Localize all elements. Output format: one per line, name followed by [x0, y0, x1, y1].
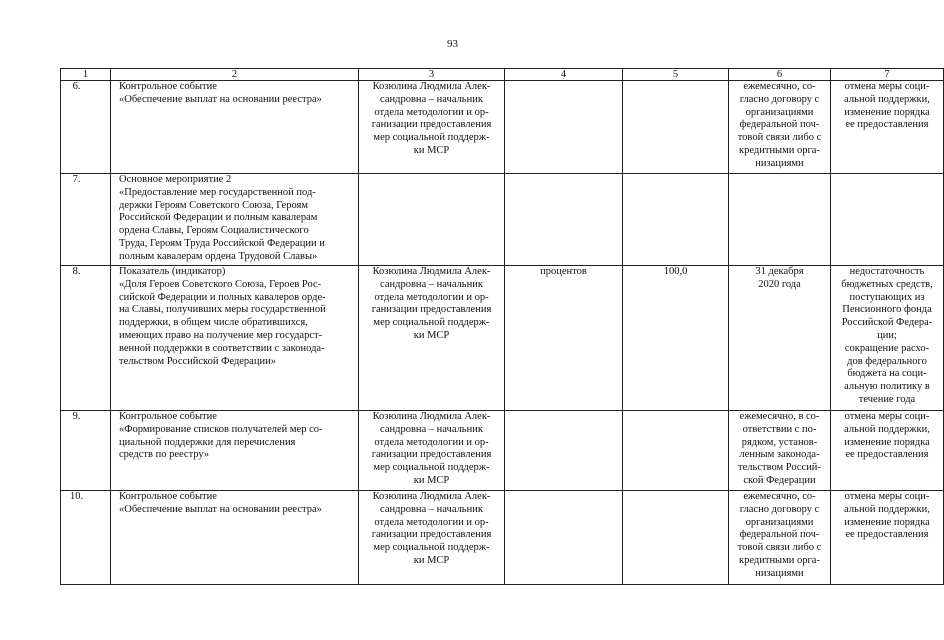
cell-text-line: Труда, Героям Труда Российской Федерации и	[119, 237, 325, 249]
cell-text-line: «Предоставление мер государственной под-	[119, 186, 316, 198]
column-number: 4	[505, 69, 623, 81]
value-cell	[623, 81, 729, 174]
cell-text-line: Российской Федера-	[841, 317, 933, 329]
value-cell	[623, 174, 729, 266]
cell-text-line: ее предоставления	[845, 529, 929, 541]
cell-text-line: ответствии с по-	[742, 423, 817, 435]
cell-text-line: гласно договору с	[739, 93, 820, 105]
plan-table	[60, 68, 944, 585]
row-number: 10.	[61, 491, 111, 585]
cell-text-line: ордена Славы, Героям Социалистического	[119, 225, 309, 237]
unit-cell	[505, 81, 623, 174]
cell-text-line: Российской Федерации и полным кавалерам	[119, 212, 318, 224]
table-row	[61, 411, 944, 491]
table-row	[61, 266, 944, 411]
cell-text-line: венной поддержки в соответствии с законода-	[119, 342, 325, 354]
table-row	[61, 491, 944, 585]
responsible-cell	[359, 491, 505, 585]
cell-text-line: альной поддержки,	[844, 93, 930, 105]
term-cell	[729, 491, 831, 585]
cell-text-line: организациями	[745, 106, 814, 118]
event-name-cell	[111, 266, 359, 411]
cell-text-line: Контрольное событие	[119, 411, 217, 422]
row-number: 7.	[61, 174, 111, 266]
cell-text-line: ганизации предоставления	[371, 449, 492, 461]
cell-text-line: Контрольное событие	[119, 81, 217, 92]
cell-text-line: средств по реестру»	[119, 449, 210, 461]
table-row	[61, 174, 944, 266]
cell-text-line: имеющих право на получение мер государст-	[119, 329, 323, 341]
responsible-cell	[359, 266, 505, 411]
cell-text-line: ежемесячно, со-	[743, 81, 816, 92]
cell-text-line: организациями	[745, 516, 814, 528]
row-number: 6.	[61, 81, 111, 174]
cell-text-line: ки МСР	[413, 329, 450, 341]
cell-text-line: «Формирование списков получателей мер со-	[119, 423, 323, 435]
cell-text-line: ки МСР	[413, 554, 450, 566]
cell-text-line: товой связи либо с	[737, 132, 822, 144]
cell-text-line: Козюлина Людмила Алек-	[372, 491, 491, 502]
cell-text-line: низациями	[755, 157, 804, 169]
risk-cell	[831, 491, 944, 585]
cell-text-line: сандровна – начальник	[380, 423, 483, 435]
column-number: 5	[623, 69, 729, 81]
value-cell	[623, 491, 729, 585]
cell-text-line: изменение порядка	[844, 436, 930, 448]
cell-text-line: мер социальной поддерж-	[373, 462, 490, 474]
cell-text-line: тельством Россий-	[738, 462, 821, 474]
cell-text-line: кредитными орга-	[739, 554, 820, 566]
unit-cell	[505, 174, 623, 266]
cell-text-line: Козюлина Людмила Алек-	[372, 81, 491, 92]
cell-text-line: альной поддержки,	[844, 423, 930, 435]
risk-cell	[831, 411, 944, 491]
cell-text-line: кредитными орга-	[739, 144, 820, 156]
cell-text-line: 100,0	[663, 266, 688, 277]
cell-text-line: сийской Федерации и полных кавалеров орде-	[119, 291, 326, 303]
cell-text-line: отмена меры соци-	[844, 411, 930, 422]
cell-text-line: мер социальной поддерж-	[373, 132, 490, 144]
cell-text-line: низациями	[755, 567, 804, 579]
risk-cell	[831, 81, 944, 174]
value-cell	[623, 411, 729, 491]
cell-text-line: поступающих из	[849, 291, 925, 303]
cell-text-line: мер социальной поддерж-	[373, 542, 490, 554]
cell-text-line: мер социальной поддерж-	[373, 317, 490, 329]
page-number: 93	[447, 38, 458, 50]
cell-text-line: полным кавалерам ордена Трудовой Славы»	[119, 250, 318, 262]
column-number-row	[61, 69, 944, 81]
cell-text-line: сандровна – начальник	[380, 503, 483, 515]
cell-text-line: «Доля Героев Советского Союза, Героев Рос-	[119, 278, 322, 290]
cell-text-line: процентов	[540, 266, 587, 277]
cell-text-line: циальной поддержки для перечисления	[119, 436, 296, 448]
cell-text-line: дов федерального	[847, 355, 927, 367]
cell-text-line: ежемесячно, со-	[743, 491, 816, 502]
risk-cell	[831, 266, 944, 411]
responsible-cell	[359, 411, 505, 491]
cell-text-line: «Обеспечение выплат на основании реестра»	[119, 503, 322, 515]
cell-text-line: Показатель (индикатор)	[119, 266, 226, 277]
column-number: 7	[831, 69, 944, 81]
cell-text-line: отмена меры соци-	[844, 491, 930, 502]
row-number: 9.	[61, 411, 111, 491]
cell-text-line: Основное мероприятие 2	[119, 174, 232, 185]
cell-text-line: ленным законода-	[739, 449, 820, 461]
cell-text-line: изменение порядка	[844, 516, 930, 528]
cell-text-line: поддержки, в общем числе обратившихся,	[119, 317, 308, 329]
cell-text-line: ежемесячно, в со-	[739, 411, 820, 422]
unit-cell	[505, 491, 623, 585]
cell-text-line: ее предоставления	[845, 449, 929, 461]
cell-text-line: ки МСР	[413, 474, 450, 486]
event-name-cell	[111, 81, 359, 174]
cell-text-line: товой связи либо с	[737, 542, 822, 554]
cell-text-line: Козюлина Людмила Алек-	[372, 266, 491, 277]
column-number: 1	[61, 69, 111, 81]
event-name-cell	[111, 491, 359, 585]
cell-text-line: Козюлина Людмила Алек-	[372, 411, 491, 422]
cell-text-line: ее предоставления	[845, 119, 929, 131]
cell-text-line: федеральной поч-	[739, 119, 820, 131]
cell-text-line: тельством Российской Федерации»	[119, 355, 276, 367]
cell-text-line: изменение порядка	[844, 106, 930, 118]
cell-text-line: альной поддержки,	[844, 503, 930, 515]
cell-text-line: Контрольное событие	[119, 491, 217, 502]
term-cell	[729, 174, 831, 266]
cell-text-line: держки Героям Советского Союза, Героям	[119, 199, 308, 211]
cell-text-line: Пенсионного фонда	[842, 304, 932, 316]
cell-text-line: альную политику в	[844, 381, 930, 393]
cell-text-line: отдела методологии и ор-	[374, 291, 489, 303]
cell-text-line: отмена меры соци-	[844, 81, 930, 92]
cell-text-line: федеральной поч-	[739, 529, 820, 541]
column-number: 6	[729, 69, 831, 81]
cell-text-line: ской Федерации	[743, 474, 816, 486]
table-row	[61, 81, 944, 174]
cell-text-line: ции;	[877, 329, 897, 341]
cell-text-line: ганизации предоставления	[371, 529, 492, 541]
column-number: 3	[359, 69, 505, 81]
event-name-cell	[111, 174, 359, 266]
cell-text-line: отдела методологии и ор-	[374, 436, 489, 448]
cell-text-line: отдела методологии и ор-	[374, 106, 489, 118]
cell-text-line: сандровна – начальник	[380, 93, 483, 105]
cell-text-line: гласно договору с	[739, 503, 820, 515]
cell-text-line: рядком, установ-	[741, 436, 818, 448]
cell-text-line: «Обеспечение выплат на основании реестра»	[119, 93, 322, 105]
responsible-cell	[359, 81, 505, 174]
value-cell	[623, 266, 729, 411]
cell-text-line: ки МСР	[413, 144, 450, 156]
cell-text-line: на Славы, получивших меры государственной	[119, 304, 326, 316]
cell-text-line: бюджетных средств,	[841, 278, 933, 290]
cell-text-line: сокращение расхо-	[844, 342, 930, 354]
cell-text-line: сандровна – начальник	[380, 278, 483, 290]
unit-cell	[505, 266, 623, 411]
cell-text-line: отдела методологии и ор-	[374, 516, 489, 528]
cell-text-line: 2020 года	[758, 278, 801, 290]
term-cell	[729, 411, 831, 491]
cell-text-line: недостаточность	[849, 266, 925, 277]
term-cell	[729, 266, 831, 411]
unit-cell	[505, 411, 623, 491]
cell-text-line: 31 декабря	[755, 266, 804, 277]
cell-text-line: ганизации предоставления	[371, 304, 492, 316]
cell-text-line: течение года	[858, 393, 916, 405]
term-cell	[729, 81, 831, 174]
cell-text-line: бюджета на соци-	[847, 368, 927, 380]
row-number: 8.	[61, 266, 111, 411]
column-number: 2	[111, 69, 359, 81]
responsible-cell	[359, 174, 505, 266]
cell-text-line: ганизации предоставления	[371, 119, 492, 131]
risk-cell	[831, 174, 944, 266]
event-name-cell	[111, 411, 359, 491]
